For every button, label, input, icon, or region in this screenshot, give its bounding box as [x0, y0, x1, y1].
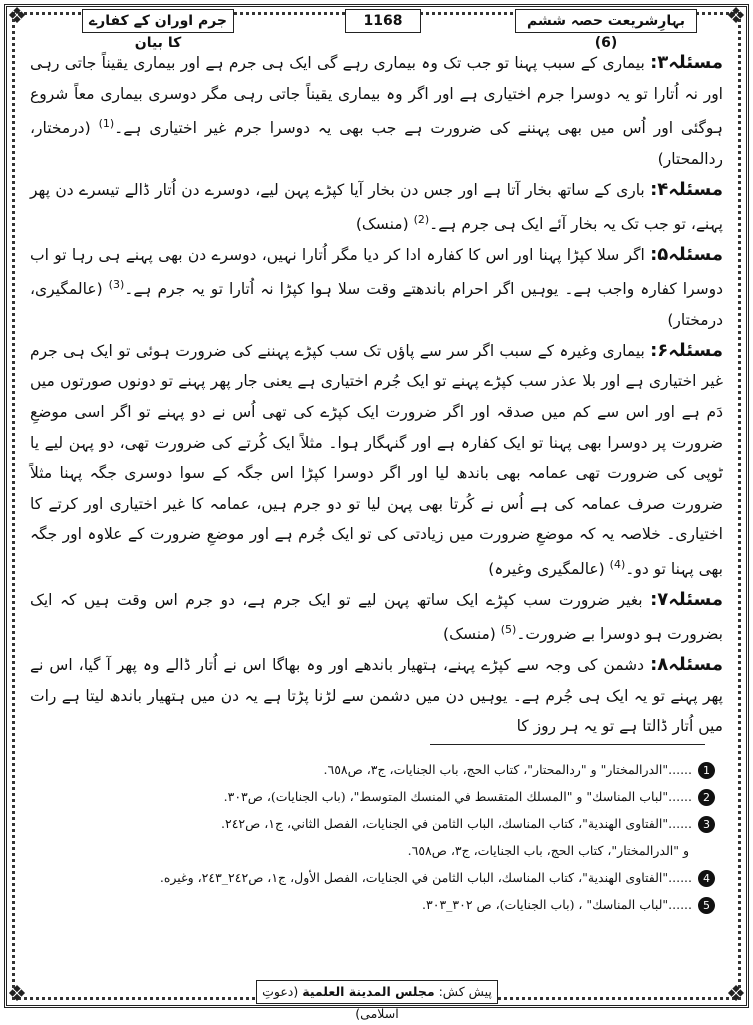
book-title: بہارِشریعت حصہ ششم (6): [515, 9, 697, 33]
corner-ornament-icon: ❖: [726, 4, 746, 29]
masala-label: مسئلہ۶:: [650, 339, 723, 361]
source-citation: (منسک): [443, 625, 501, 644]
masala-paragraph: مسئلہ۳: بیماری کے سبب پہنا تو جب تک وہ بیماری رہے گی ایک ہی جرم ہے اور بیماری یقیناً جاتی رہی اور نہ اُتارا تو یہ دوسرا جرم اختیاری ہے اور اگر وہ بیماری یقیناً جاتی رہی مگر دوسری بیماری معاً شروع ہوگئی اور اُس میں بھی پہننے کی ضرورت ہے جب بھی یہ دوسرا جرم غیر اختیاری ہے۔$^{(1)}$ (درمختار، ردالمحتار): [30, 52, 723, 168]
footnote-number: 4: [698, 870, 715, 887]
masala-paragraph: مسئلہ۵: اگر سلا کپڑا پہنا اور اس کا کفارہ ادا کر دیا مگر اُتارا نہیں، دوسرے دن بھی پہنے ہی رہا تو اب دوسرا کفارہ واجب ہے۔ یوہیں اگر احرام باندھتے وقت سلا ہوا کپڑا نہ اُتارا تو یہ جرم ہے۔$^{(3)}$ (عالمگیری، درمختار): [30, 243, 723, 330]
corner-ornament-icon: ❖: [7, 4, 27, 29]
footnote-ref: (3): [108, 278, 125, 292]
footnote-text: و "الدرالمختار"، كتاب الحج، باب الجنايات، ج٣، ص٦٥٨.: [407, 843, 689, 858]
footnote-item: [40, 837, 715, 864]
page-number: 1168: [345, 9, 421, 33]
masala-label: مسئلہ۸:: [650, 654, 723, 676]
source-citation: (درمختار، ردالمحتار): [30, 119, 723, 168]
footnote-text: ......"الفتاوى الهندية"، كتاب المناسك، الباب الثامن في الجنايات، الفصل الأول، ج١، ص٢٤٢_٢٤٣، وغيره.: [159, 870, 692, 885]
footnote-ref: (2): [413, 213, 430, 227]
source-citation: (عالمگیری وغیرہ): [488, 560, 610, 579]
masala-paragraph: مسئلہ۷: بغیر ضرورت سب کپڑے ایک ساتھ پہن لیے تو ایک جرم ہے، دو جرم اس وقت ہیں کہ ایک بضرورت ہو دوسرا بے ضرورت۔$^{(5)}$ (منسک): [30, 588, 723, 644]
chapter-title: جرم اوران کے کفارے کا بیان: [82, 9, 234, 33]
footnote-number: 3: [698, 816, 715, 833]
masala-label: مسئلہ۷:: [650, 588, 723, 610]
footnote-text: ......"لباب المناسك" و "المسلك المتقسط في المنسك المتوسط"، (باب الجنايات)، ص٣٠٣.: [223, 789, 692, 804]
footer-org: مجلس المدينة العلمية: [302, 984, 435, 999]
footnote-ref: (5): [500, 623, 517, 637]
corner-ornament-icon: ❖: [7, 982, 27, 1007]
footnote-ref: (1): [98, 117, 115, 131]
masala-paragraph: مسئلہ۶: بیماری وغیرہ کے سبب اگر سر سے پاؤں تک سب کپڑے پہننے کی ضرورت ہوئی تو ایک ہی جرم غیر اختیاری ہے اور بلا عذر سب کپڑے پہنے تو ایک جُرم اختیاری ہے یعنی جار پھر پہنے تو دونوں صورتوں میں دَم ہے اور اس سے کم میں صدقہ اور اگر ضرورت ایک کپڑے کی تھی اُس نے دو پہنے تو اگر اسی موضعِ ضرورت پر دوسرا بھی پہنا تو ایک کفارہ ہے اور گنہگار ہوا۔ مثلاً ایک کُرتے کی ضرورت تھی، دو پہن لیے یا ٹوپی کی ضرورت تھی عمامہ بھی باندھ لیا اور اگر دوسرا کپڑا اس جگہ کے سوا دوسری جگہ پہنا مثلاً ضرورت صرف عمامہ کی ہے اُس نے کُرتا بھی پہن لیا تو دو جرم ہیں، عمامہ کا غیر اختیاری اور کرتے کا اختیاری۔ خلاصہ یہ کہ موضعِ ضرورت میں زیادتی کی تو ایک جُرم ہے اور موضعِ ضرورت کے علاوہ اور جگہ بھی پہنا تو دو۔$^{(4)}$ (عالمگیری وغیرہ): [30, 339, 723, 579]
footnote-text: ......"الدرالمختار" و "ردالمحتار"، كتاب الحج، باب الجنايات، ج٣، ص٦٥٨.: [323, 762, 692, 777]
masala-paragraph: مسئلہ۴: باری کے ساتھ بخار آتا ہے اور جس دن بخار آیا کپڑے پہن لیے، دوسرے دن اُتار ڈالے تیسرے دن پھر پہنے، تو جب تک یہ بخار آئے ایک ہی جرم ہے۔$^{(2)}$ (منسک): [30, 178, 723, 234]
footnotes: [40, 756, 715, 918]
source-citation: (منسک): [355, 215, 414, 234]
footnote-item: [40, 864, 715, 891]
footer-prefix: پیش کش:: [434, 984, 492, 999]
source-citation: (عالمگیری، درمختار): [30, 280, 723, 330]
masala-label: مسئلہ۵:: [650, 243, 723, 265]
page-footer: [256, 980, 498, 1021]
footnote-text: ......"لباب المناسك" ، (باب الجنايات)، ص ٣٠٢_٣٠٣.: [422, 897, 692, 912]
footnote-ref: (4): [609, 557, 626, 571]
masala-label: مسئلہ۳:: [650, 52, 723, 73]
footnote-text: ......"الفتاوى الهندية"، كتاب المناسك، الباب الثامن في الجنايات، الفصل الثاني، ج١، ص٢٤٢.: [221, 816, 692, 831]
footnote-item: [40, 783, 715, 810]
footnote-number: 2: [698, 789, 715, 806]
masala-label: مسئلہ۴:: [650, 178, 723, 200]
footnote-divider: [430, 744, 705, 745]
footnote-item: [40, 891, 715, 918]
page-header: [30, 6, 723, 51]
footnote-number: 5: [698, 897, 715, 914]
masala-paragraph: مسئلہ۸: دشمن کی وجہ سے کپڑے پہنے، ہتھیار باندھے اور وہ بھاگا اس نے اُتار ڈالے وہ پھر آ گیا، اس نے پھر پہنے تو یہ ایک ہی جُرم ہے۔ یوہیں دن میں دشمن سے لڑنا پڑتا ہے یہ دن میں ہتھیار باندھ لیتا ہے رات میں اُتار ڈالتا ہے تو یہ ہر روز کا: [30, 654, 723, 736]
footer-suffix: (دعوتِ اسلامی): [262, 984, 399, 1021]
footnote-item: [40, 756, 715, 783]
footnote-number: 1: [698, 762, 715, 779]
footnote-item: [40, 810, 715, 837]
corner-ornament-icon: ❖: [726, 982, 746, 1007]
main-text: [30, 48, 723, 742]
